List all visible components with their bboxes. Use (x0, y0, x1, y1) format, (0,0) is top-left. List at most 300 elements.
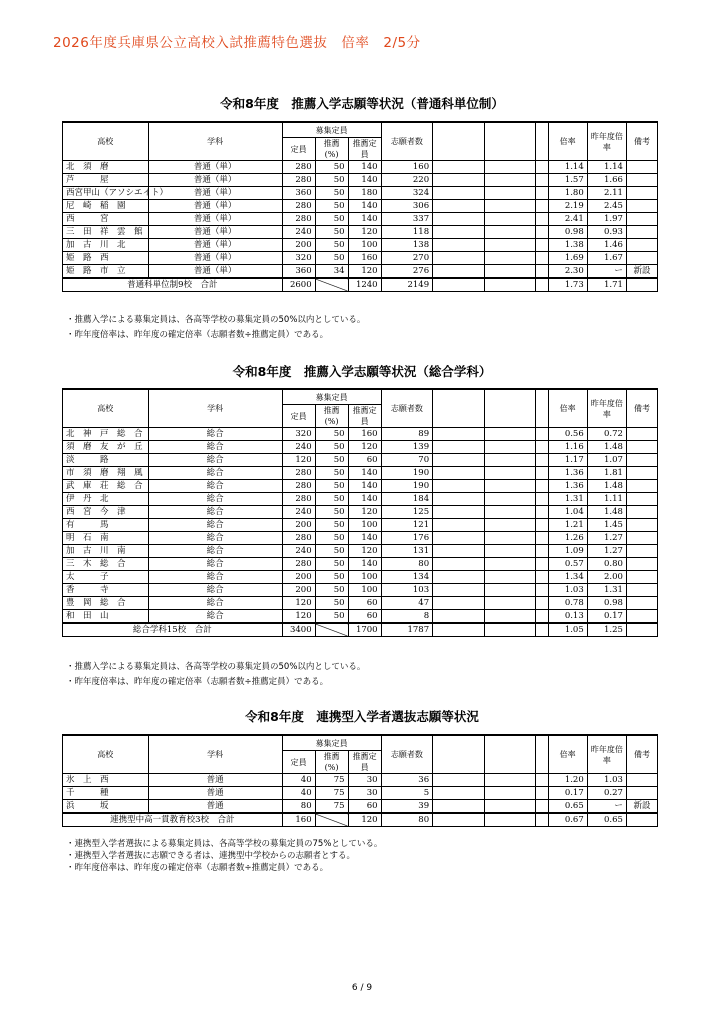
header-course: 学科 (148, 735, 282, 774)
blank-cell (433, 558, 485, 571)
blank-cell (433, 610, 485, 624)
suisen-teiin-value: 180 (348, 187, 381, 200)
teiin-value: 360 (282, 187, 315, 200)
table-row (63, 441, 658, 454)
bairitsu-value: 1.20 (548, 774, 587, 787)
suisen-teiin-value: 140 (348, 532, 381, 545)
teiin-value: 360 (282, 265, 315, 279)
suisen-pct-value: 50 (315, 467, 348, 480)
blank-cell (536, 480, 548, 493)
table-row (63, 584, 658, 597)
suisen-pct-value: 50 (315, 428, 348, 441)
applicants-value: 134 (381, 571, 433, 584)
table-row (63, 187, 658, 200)
total-teiin: 2600 (282, 278, 315, 292)
course-name: 総合 (148, 597, 282, 610)
suisen-pct-value: 50 (315, 545, 348, 558)
school-name: 有 馬 (63, 519, 149, 532)
remarks-value (626, 571, 657, 584)
blank-cell (433, 532, 485, 545)
suisen-teiin-value: 160 (348, 428, 381, 441)
table-row (63, 519, 658, 532)
header-school: 高校 (63, 389, 149, 428)
table-row (63, 226, 658, 239)
blank-cell (536, 428, 548, 441)
course-name: 普通（単） (148, 161, 282, 174)
note-line: ・連携型入学者選抜による募集定員は、各高等学校の募集定員の75%としている。 (66, 839, 383, 849)
blank-cell (536, 161, 548, 174)
header-prev-bairitsu: 昨年度倍率 (587, 122, 626, 161)
blank-cell (484, 213, 536, 226)
suisen-pct-value: 50 (315, 571, 348, 584)
prev-bairitsu-value: 1.48 (587, 441, 626, 454)
bairitsu-value: 1.04 (548, 506, 587, 519)
prev-bairitsu-value: 0.72 (587, 428, 626, 441)
prev-bairitsu-value: 1.11 (587, 493, 626, 506)
blank-cell (536, 493, 548, 506)
table-row (63, 454, 658, 467)
suisen-teiin-value: 140 (348, 161, 381, 174)
table-row (63, 265, 658, 279)
table-row (63, 239, 658, 252)
blank-cell (536, 532, 548, 545)
blank-cell (536, 506, 548, 519)
blank-cell (536, 454, 548, 467)
prev-bairitsu-value: 1.67 (587, 252, 626, 265)
prev-bairitsu-value: ー (587, 800, 626, 814)
suisen-pct-value: 50 (315, 454, 348, 467)
header-bairitsu: 倍率 (548, 389, 587, 428)
applicants-value: 220 (381, 174, 433, 187)
prev-bairitsu-value: 2.45 (587, 200, 626, 213)
blank-cell (484, 265, 536, 279)
bairitsu-value: 0.57 (548, 558, 587, 571)
header-course: 学科 (148, 122, 282, 161)
table-sogo-gakka (62, 388, 658, 637)
applicants-value: 306 (381, 200, 433, 213)
blank-cell (433, 441, 485, 454)
blank-cell (536, 213, 548, 226)
bairitsu-value: 2.41 (548, 213, 587, 226)
header-applicants: 志願者数 (381, 122, 433, 161)
blank-cell (484, 493, 536, 506)
remarks-value (626, 428, 657, 441)
teiin-value: 280 (282, 532, 315, 545)
header-teiin: 定員 (282, 405, 315, 428)
header-suisen-teiin: 推薦定員 (348, 405, 381, 428)
suisen-pct-value: 50 (315, 480, 348, 493)
teiin-value: 120 (282, 597, 315, 610)
applicants-value: 118 (381, 226, 433, 239)
table-row (63, 610, 658, 624)
blank-cell (433, 813, 485, 827)
blank-cell (626, 278, 657, 292)
blank-cell (536, 174, 548, 187)
suisen-pct-value: 50 (315, 200, 348, 213)
applicants-value: 190 (381, 467, 433, 480)
prev-bairitsu-value: 1.81 (587, 467, 626, 480)
school-name: 加 古 川 南 (63, 545, 149, 558)
suisen-teiin-value: 140 (348, 558, 381, 571)
note-line: ・昨年度倍率は、昨年度の確定倍率（志願者数÷推薦定員）である。 (66, 330, 329, 340)
prev-bairitsu-value: 1.66 (587, 174, 626, 187)
prev-bairitsu-value: 1.03 (587, 774, 626, 787)
blank-cell (484, 174, 536, 187)
course-name: 総合 (148, 506, 282, 519)
remarks-value (626, 545, 657, 558)
bairitsu-value: 2.19 (548, 200, 587, 213)
blank-cell (536, 187, 548, 200)
remarks-value (626, 200, 657, 213)
course-name: 総合 (148, 558, 282, 571)
blank-cell (484, 239, 536, 252)
blank-cell (484, 774, 536, 787)
course-name: 総合 (148, 584, 282, 597)
remarks-value (626, 493, 657, 506)
blank-cell (433, 226, 485, 239)
blank-cell (484, 571, 536, 584)
blank-cell (484, 800, 536, 814)
blank-cell (433, 428, 485, 441)
suisen-teiin-value: 100 (348, 571, 381, 584)
suisen-teiin-value: 100 (348, 519, 381, 532)
bairitsu-value: 1.57 (548, 174, 587, 187)
bairitsu-value: 0.17 (548, 787, 587, 800)
bairitsu-value: 2.30 (548, 265, 587, 279)
header-teiin: 定員 (282, 138, 315, 161)
blank-cell (484, 161, 536, 174)
header-blank (484, 389, 536, 428)
prev-bairitsu-value: 1.27 (587, 532, 626, 545)
header-blank (433, 735, 485, 774)
bairitsu-value: 1.14 (548, 161, 587, 174)
teiin-value: 240 (282, 226, 315, 239)
teiin-value: 320 (282, 428, 315, 441)
suisen-pct-value: 50 (315, 493, 348, 506)
total-label: 連携型中高一貫教育校3校 合計 (63, 813, 283, 827)
blank-cell (484, 584, 536, 597)
school-name: 氷 上 西 (63, 774, 149, 787)
remarks-value (626, 519, 657, 532)
table-row (63, 774, 658, 787)
blank-cell (484, 813, 536, 827)
blank-cell (536, 545, 548, 558)
bairitsu-value: 0.56 (548, 428, 587, 441)
blank-cell (433, 519, 485, 532)
blank-cell (536, 800, 548, 814)
prev-bairitsu-value: 1.48 (587, 506, 626, 519)
teiin-value: 280 (282, 161, 315, 174)
remarks-value (626, 161, 657, 174)
teiin-value: 280 (282, 174, 315, 187)
total-suisen-teiin: 1240 (348, 278, 381, 292)
prev-bairitsu-value: 1.45 (587, 519, 626, 532)
header-course: 学科 (148, 389, 282, 428)
blank-cell (536, 519, 548, 532)
blank-cell (433, 545, 485, 558)
blank-cell (484, 441, 536, 454)
remarks-value (626, 584, 657, 597)
blank-cell (433, 787, 485, 800)
blank-cell (536, 467, 548, 480)
bairitsu-value: 1.34 (548, 571, 587, 584)
applicants-value: 70 (381, 454, 433, 467)
applicants-value: 324 (381, 187, 433, 200)
suisen-teiin-value: 160 (348, 252, 381, 265)
bairitsu-value: 1.17 (548, 454, 587, 467)
prev-bairitsu-value: 1.46 (587, 239, 626, 252)
blank-cell (484, 428, 536, 441)
total-prev-bairitsu: 0.65 (587, 813, 626, 827)
prev-bairitsu-value: ー (587, 265, 626, 279)
prev-bairitsu-value: 0.27 (587, 787, 626, 800)
course-name: 普通（単） (148, 187, 282, 200)
suisen-teiin-value: 60 (348, 800, 381, 814)
page-number: 6 / 9 (351, 983, 373, 993)
suisen-pct-value: 50 (315, 252, 348, 265)
total-applicants: 2149 (381, 278, 433, 292)
teiin-value: 120 (282, 610, 315, 624)
remarks-value (626, 187, 657, 200)
bairitsu-value: 1.26 (548, 532, 587, 545)
teiin-value: 200 (282, 571, 315, 584)
total-row (63, 278, 658, 292)
blank-cell (484, 252, 536, 265)
suisen-teiin-value: 140 (348, 213, 381, 226)
total-suisen-teiin: 1700 (348, 623, 381, 637)
table-futsuka-tanisei (62, 121, 658, 292)
blank-cell (484, 597, 536, 610)
applicants-value: 103 (381, 584, 433, 597)
applicants-value: 276 (381, 265, 433, 279)
remarks-value (626, 239, 657, 252)
blank-cell (536, 597, 548, 610)
school-name: 明 石 南 (63, 532, 149, 545)
bairitsu-value: 0.98 (548, 226, 587, 239)
table-row (63, 174, 658, 187)
bairitsu-value: 1.31 (548, 493, 587, 506)
prev-bairitsu-value: 1.31 (587, 584, 626, 597)
blank-cell (536, 200, 548, 213)
school-name: 姫 路 市 立 (63, 265, 149, 279)
suisen-pct-value: 50 (315, 239, 348, 252)
header-school: 高校 (63, 122, 149, 161)
header-blank (536, 389, 548, 428)
applicants-value: 39 (381, 800, 433, 814)
blank-cell (433, 493, 485, 506)
applicants-value: 176 (381, 532, 433, 545)
blank-cell (536, 571, 548, 584)
applicants-value: 270 (381, 252, 433, 265)
suisen-pct-value: 75 (315, 800, 348, 814)
suisen-pct-value: 50 (315, 532, 348, 545)
remarks-value (626, 610, 657, 624)
prev-bairitsu-value: 0.98 (587, 597, 626, 610)
header-remarks: 備考 (626, 389, 657, 428)
teiin-value: 240 (282, 506, 315, 519)
blank-cell (536, 265, 548, 279)
blank-cell (536, 813, 548, 827)
school-name: 市 須 磨 翔 風 (63, 467, 149, 480)
header-prev-bairitsu: 昨年度倍率 (587, 735, 626, 774)
blank-cell (433, 252, 485, 265)
notes-sogo (66, 660, 365, 690)
header-suisen-pct: 推薦(%) (315, 405, 348, 428)
table-renkei (62, 734, 658, 827)
school-name: 西宮甲山（アソシエイト） (63, 187, 149, 200)
header-boshu-teiin: 募集定員 (282, 735, 381, 751)
header-blank (536, 735, 548, 774)
suisen-teiin-value: 120 (348, 441, 381, 454)
school-name: 姫 路 西 (63, 252, 149, 265)
header-bairitsu: 倍率 (548, 122, 587, 161)
blank-cell (433, 174, 485, 187)
suisen-pct-value: 50 (315, 161, 348, 174)
total-row (63, 623, 658, 637)
table-row (63, 428, 658, 441)
suisen-pct-value: 50 (315, 519, 348, 532)
course-name: 総合 (148, 480, 282, 493)
remarks-value (626, 213, 657, 226)
suisen-teiin-value: 140 (348, 493, 381, 506)
course-name: 普通（単） (148, 226, 282, 239)
header-blank (536, 122, 548, 161)
suisen-pct-value: 50 (315, 226, 348, 239)
course-name: 普通 (148, 787, 282, 800)
remarks-value (626, 441, 657, 454)
course-name: 総合 (148, 571, 282, 584)
blank-cell (433, 623, 485, 637)
suisen-pct-value: 50 (315, 597, 348, 610)
table-row (63, 493, 658, 506)
blank-cell (433, 187, 485, 200)
total-diagonal-cell (315, 623, 348, 637)
remarks-value (626, 226, 657, 239)
total-label: 総合学科15校 合計 (63, 623, 283, 637)
total-suisen-teiin: 120 (348, 813, 381, 827)
total-applicants: 1787 (381, 623, 433, 637)
total-teiin: 3400 (282, 623, 315, 637)
teiin-value: 40 (282, 787, 315, 800)
teiin-value: 280 (282, 200, 315, 213)
total-label: 普通科単位制9校 合計 (63, 278, 283, 292)
school-name: 三 田 祥 雲 館 (63, 226, 149, 239)
suisen-teiin-value: 100 (348, 584, 381, 597)
blank-cell (484, 519, 536, 532)
blank-cell (626, 813, 657, 827)
course-name: 総合 (148, 428, 282, 441)
blank-cell (433, 480, 485, 493)
blank-cell (433, 506, 485, 519)
blank-cell (484, 532, 536, 545)
applicants-value: 160 (381, 161, 433, 174)
school-name: 伊 丹 北 (63, 493, 149, 506)
notes-renkei (66, 838, 382, 874)
table-row (63, 532, 658, 545)
blank-cell (433, 467, 485, 480)
blank-cell (433, 800, 485, 814)
course-name: 普通（単） (148, 213, 282, 226)
course-name: 総合 (148, 493, 282, 506)
blank-cell (433, 265, 485, 279)
course-name: 普通（単） (148, 252, 282, 265)
prev-bairitsu-value: 2.11 (587, 187, 626, 200)
course-name: 総合 (148, 545, 282, 558)
bairitsu-value: 1.38 (548, 239, 587, 252)
total-bairitsu: 1.73 (548, 278, 587, 292)
blank-cell (433, 213, 485, 226)
teiin-value: 280 (282, 558, 315, 571)
header-suisen-teiin: 推薦定員 (348, 138, 381, 161)
note-line: ・連携型入学者選抜に志願できる者は、連携型中学校からの志願者とする。 (66, 851, 356, 861)
applicants-value: 337 (381, 213, 433, 226)
header-remarks: 備考 (626, 735, 657, 774)
bairitsu-value: 1.21 (548, 519, 587, 532)
total-bairitsu: 1.05 (548, 623, 587, 637)
remarks-value (626, 506, 657, 519)
school-name: 北 須 磨 (63, 161, 149, 174)
school-name: 西 宮 (63, 213, 149, 226)
bairitsu-value: 1.36 (548, 467, 587, 480)
header-prev-bairitsu: 昨年度倍率 (587, 389, 626, 428)
school-name: 加 古 川 北 (63, 239, 149, 252)
header-suisen-pct: 推薦(%) (315, 751, 348, 774)
teiin-value: 280 (282, 493, 315, 506)
blank-cell (484, 454, 536, 467)
school-name: 和 田 山 (63, 610, 149, 624)
teiin-value: 80 (282, 800, 315, 814)
prev-bairitsu-value: 0.80 (587, 558, 626, 571)
remarks-value (626, 467, 657, 480)
table-row (63, 467, 658, 480)
blank-cell (536, 623, 548, 637)
school-name: 武 庫 荘 総 合 (63, 480, 149, 493)
bairitsu-value: 0.78 (548, 597, 587, 610)
total-applicants: 80 (381, 813, 433, 827)
course-name: 普通 (148, 800, 282, 814)
course-name: 普通（単） (148, 239, 282, 252)
remarks-value (626, 454, 657, 467)
blank-cell (536, 610, 548, 624)
applicants-value: 36 (381, 774, 433, 787)
header-bairitsu: 倍率 (548, 735, 587, 774)
teiin-value: 120 (282, 454, 315, 467)
section-title-futsuka: 令和8年度 推薦入学志願等状況（普通科単位制） (220, 96, 504, 111)
blank-cell (484, 187, 536, 200)
course-name: 普通 (148, 774, 282, 787)
applicants-value: 89 (381, 428, 433, 441)
applicants-value: 190 (381, 480, 433, 493)
blank-cell (536, 278, 548, 292)
course-name: 総合 (148, 467, 282, 480)
suisen-pct-value: 50 (315, 558, 348, 571)
blank-cell (536, 558, 548, 571)
blank-cell (433, 454, 485, 467)
teiin-value: 280 (282, 467, 315, 480)
blank-cell (536, 239, 548, 252)
teiin-value: 320 (282, 252, 315, 265)
teiin-value: 200 (282, 584, 315, 597)
suisen-teiin-value: 60 (348, 454, 381, 467)
course-name: 総合 (148, 532, 282, 545)
table-row (63, 506, 658, 519)
remarks-value (626, 597, 657, 610)
prev-bairitsu-value: 1.27 (587, 545, 626, 558)
table-row (63, 213, 658, 226)
table-row (63, 558, 658, 571)
remarks-value (626, 558, 657, 571)
suisen-teiin-value: 140 (348, 480, 381, 493)
